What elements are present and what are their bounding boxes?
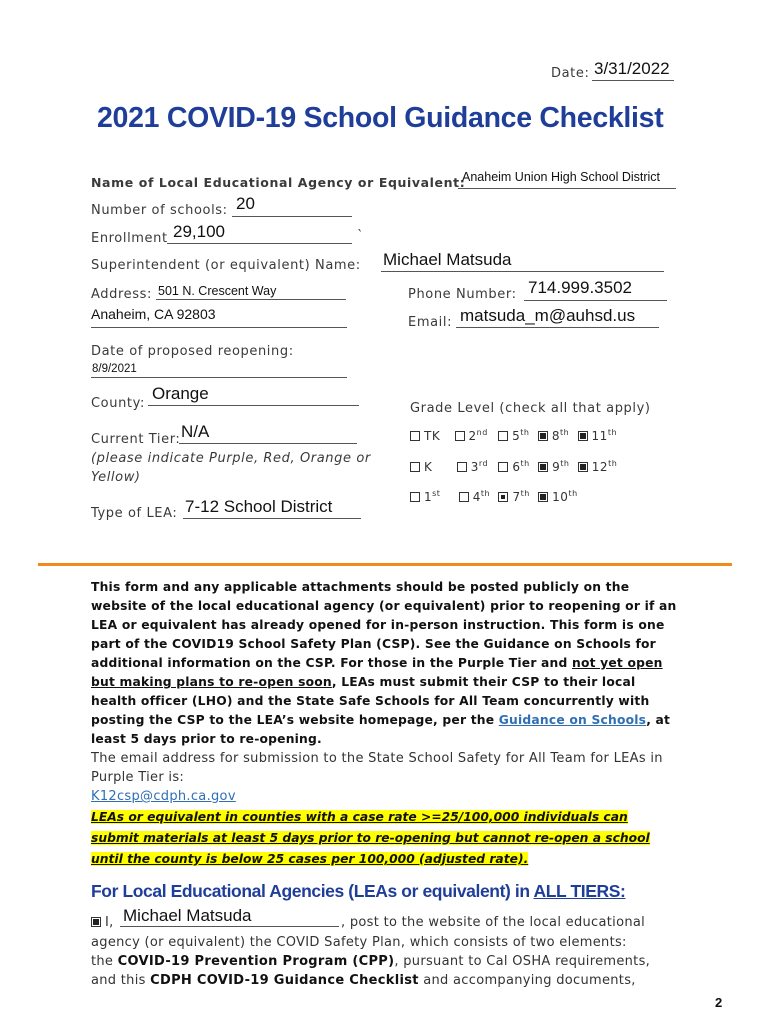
email-value[interactable]: matsuda_m@auhsd.us: [460, 306, 636, 325]
enrollment-label: Enrollment: [91, 231, 168, 246]
address-line2[interactable]: Anaheim, CA 92803: [91, 306, 216, 322]
all-tiers-heading: For Local Educational Agencies (LEAs or equivalent) in ALL TIERS:: [91, 881, 626, 901]
email-label: Email:: [408, 315, 453, 330]
grade-5-checkbox[interactable]: 5th: [498, 429, 529, 443]
grade-2-checkbox[interactable]: 2nd: [455, 429, 488, 443]
reopening-value[interactable]: 8/9/2021: [92, 363, 137, 375]
grade-7-checkbox[interactable]: 7th: [498, 490, 529, 504]
certify-name-value[interactable]: Michael Matsuda: [123, 906, 252, 925]
schools-value[interactable]: 20: [236, 194, 255, 213]
grade-tk-checkbox[interactable]: TK: [410, 429, 440, 443]
address-label: Address:: [91, 287, 152, 302]
superintendent-label: Superintendent (or equivalent) Name:: [91, 258, 361, 273]
grade-label: Grade Level (check all that apply): [410, 401, 651, 416]
grade-9-checkbox[interactable]: 9th: [538, 460, 569, 474]
lea-type-value[interactable]: 7-12 School District: [185, 497, 333, 516]
section-divider: [38, 563, 732, 566]
tier-label: Current Tier:: [91, 432, 181, 447]
grade-row-2: [410, 459, 617, 474]
certify-text-1: , post to the website of the local educational: [341, 915, 646, 930]
enrollment-value[interactable]: 29,100: [173, 222, 225, 241]
address-line1[interactable]: 501 N. Crescent Way: [158, 284, 277, 298]
grade-12-checkbox[interactable]: 12th: [578, 460, 618, 474]
page-title: 2021 COVID-19 School Guidance Checklist: [97, 102, 664, 134]
county-value[interactable]: Orange: [152, 384, 209, 403]
certify-checkbox[interactable]: [91, 917, 101, 927]
notice-underlined: not yet open but making plans to re-open soon: [91, 656, 663, 689]
certify-text-3: the COVID-19 Prevention Program (CPP), pursuant to Cal OSHA requirements,: [91, 954, 651, 969]
grade-4-checkbox[interactable]: 4th: [459, 490, 490, 504]
schools-label: Number of schools:: [91, 203, 228, 218]
submission-text: The email address for submission to the State School Safety for All Team for LEAs in Purple Tier is:: [91, 751, 663, 785]
certify-text-4: and this CDPH COVID-19 Guidance Checklist and accompanying documents,: [91, 973, 636, 988]
notice-block: [91, 578, 677, 869]
grade-3-checkbox[interactable]: 3rd: [457, 460, 488, 474]
date-value[interactable]: 3/31/2022: [594, 59, 670, 78]
certify-line: I,: [91, 913, 114, 932]
page-number: 2: [715, 995, 723, 1010]
grade-10-checkbox[interactable]: 10th: [538, 490, 578, 504]
grade-11-checkbox[interactable]: 11th: [578, 429, 618, 443]
grade-1-checkbox[interactable]: 1st: [410, 490, 440, 504]
county-label: County:: [91, 396, 145, 411]
highlight-note: LEAs or equivalent in counties with a case rate >=25/100,000 individuals can submit materials at least 5 days prior to re-opening but cannot re-open a school until the county is below 25 cases per 100,000 (adjusted rate).: [91, 810, 650, 866]
lea-label: Name of Local Educational Agency or Equivalent:: [91, 175, 466, 190]
grade-6-checkbox[interactable]: 6th: [498, 460, 529, 474]
reopening-label: Date of proposed reopening:: [91, 344, 294, 359]
tier-hint: (please indicate Purple, Red, Orange or Yellow): [91, 451, 371, 485]
date-label: Date:: [551, 66, 590, 81]
grade-8-checkbox[interactable]: 8th: [538, 429, 569, 443]
superintendent-value[interactable]: Michael Matsuda: [383, 250, 512, 269]
tier-value[interactable]: N/A: [181, 422, 210, 441]
certify-text-2: agency (or equivalent) the COVID Safety Plan, which consists of two elements:: [91, 935, 627, 950]
phone-label: Phone Number:: [408, 287, 517, 302]
notice-paragraph: This form and any applicable attachments should be posted publicly on the website of the local educational agency (or equivalent) prior to reopening or if an LEA or equivalent has already opened for in-person instruction. This form is one part of the COVID19 School Safety Plan (CSP). See the Guidance on Schools for additional information on the CSP. For those in the Purple Tier and not yet open but making plans to re-open soon, LEAs must submit their CSP to their local health officer (LHO) and the State Safe Schools for All Team concurrently with posting the CSP to the LEA’s website homepage, per the Guidance on Schools, at least 5 days prior to re-opening.: [91, 580, 677, 746]
lea-value[interactable]: Anaheim Union High School District: [462, 170, 661, 184]
guidance-link[interactable]: Guidance on Schools: [498, 713, 647, 727]
grade-k-checkbox[interactable]: K: [410, 460, 432, 474]
enrollment-mark: `: [357, 229, 365, 244]
grade-row-3: [410, 489, 578, 504]
grade-row-1: [410, 428, 617, 443]
lea-type-label: Type of LEA:: [91, 506, 178, 521]
phone-value[interactable]: 714.999.3502: [528, 278, 632, 297]
submission-email-link[interactable]: K12csp@cdph.ca.gov: [91, 789, 236, 804]
